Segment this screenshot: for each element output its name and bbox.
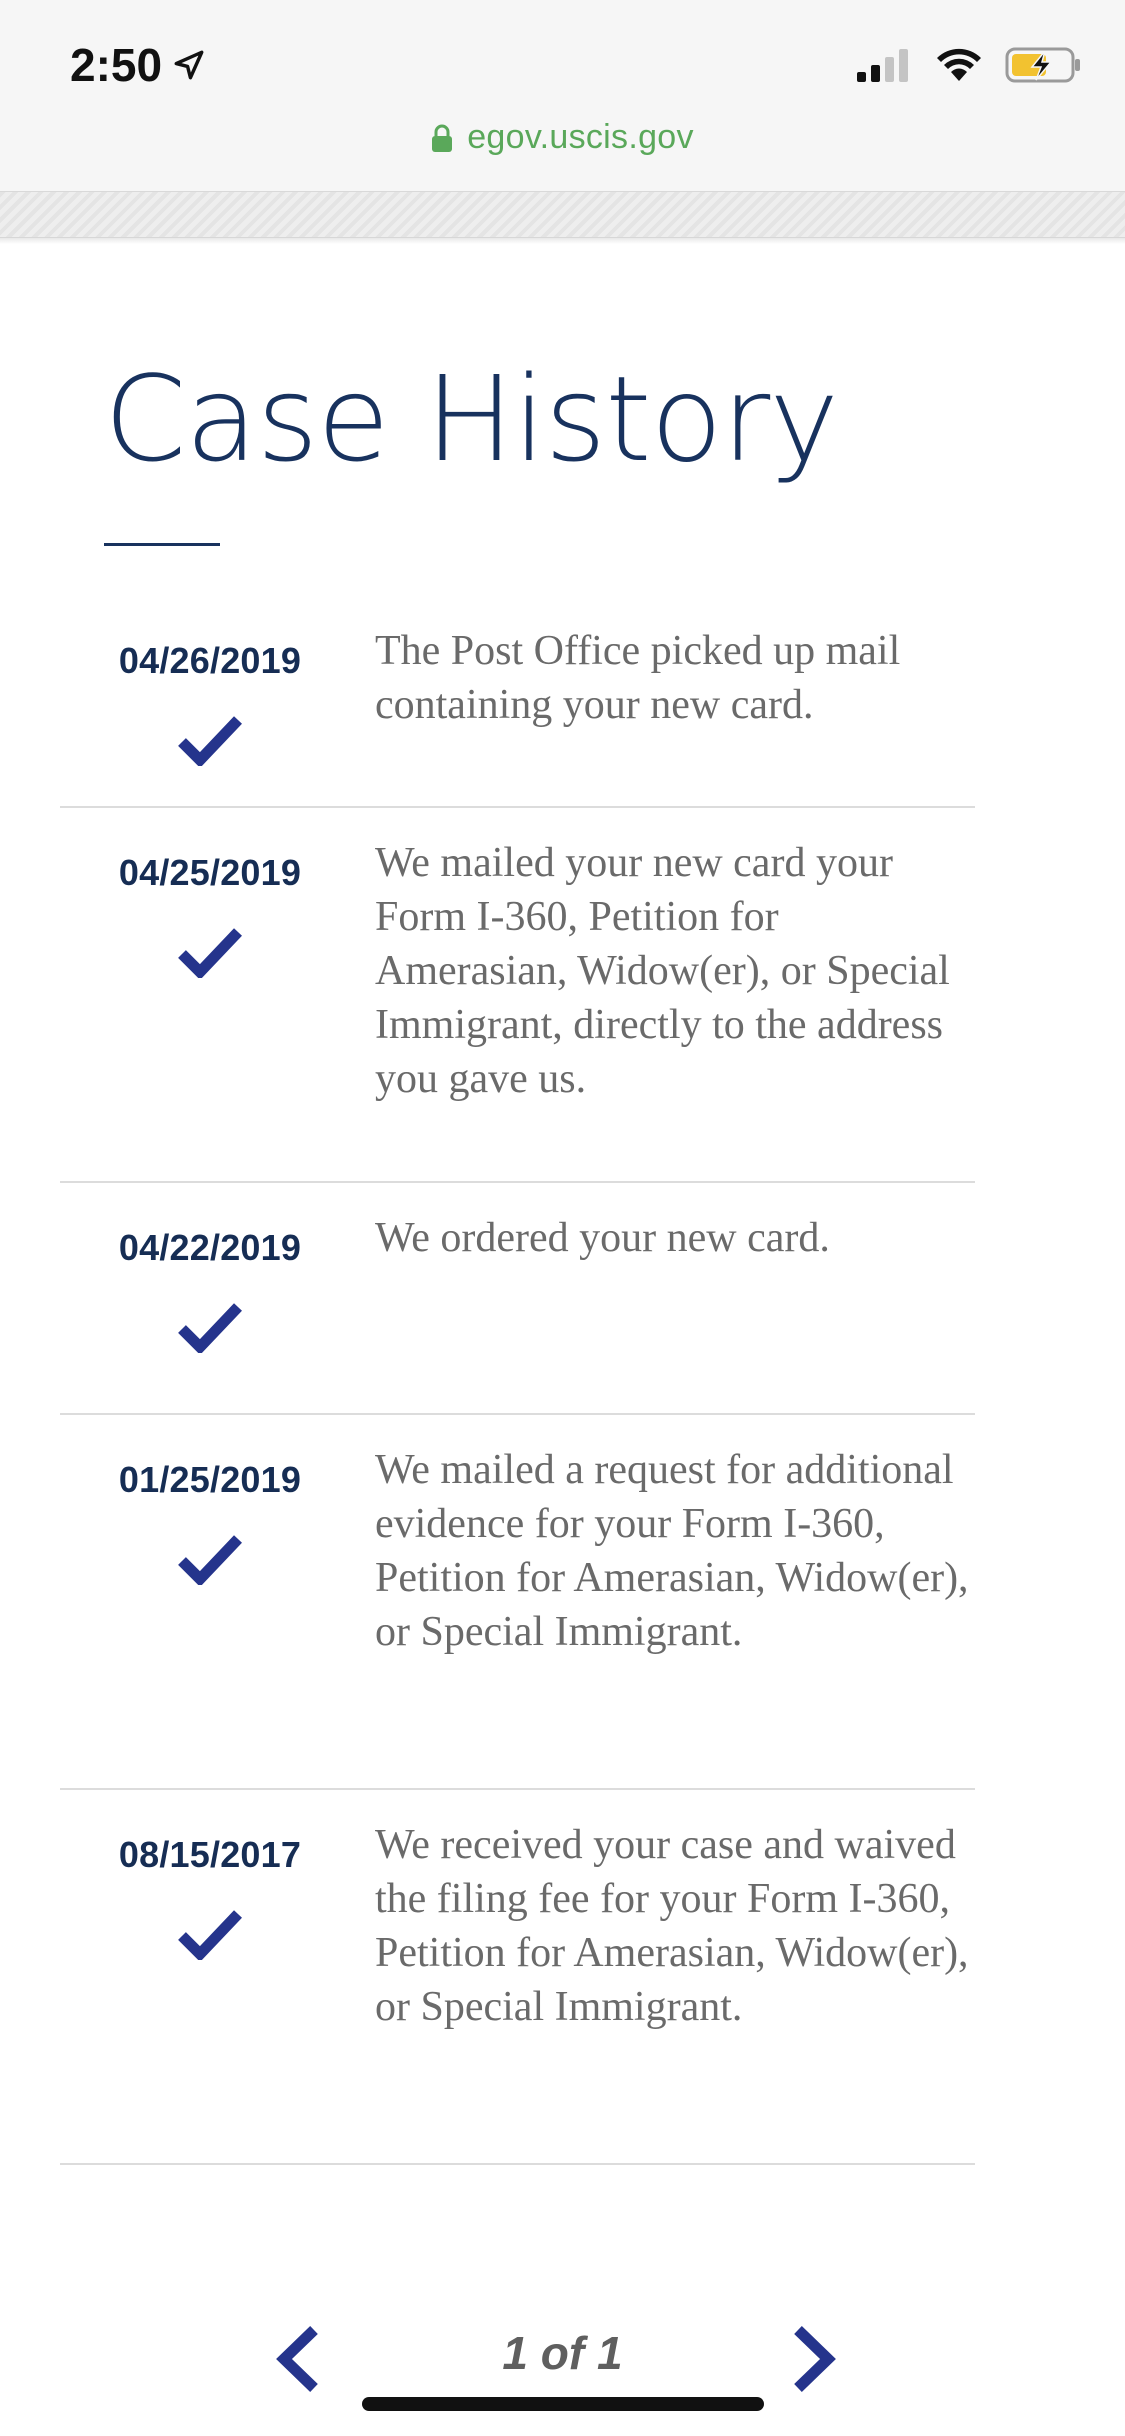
entry-description: We received your case and waived the filing fee for your Form I-360, Petition for Amerasian, Widow(er), or Special Immigrant. — [375, 1822, 969, 2030]
pagination — [0, 2310, 1125, 2400]
checkmark-icon — [178, 1531, 242, 1585]
entry-description: The Post Office picked up mail containing your new card. — [375, 628, 901, 728]
history-entry — [60, 1790, 975, 2165]
page-title: Case History — [104, 350, 839, 488]
battery-charging-icon — [1005, 46, 1083, 84]
checkmark-icon — [178, 1299, 242, 1353]
home-indicator[interactable] — [362, 2397, 764, 2411]
address-bar[interactable] — [0, 118, 1125, 157]
entry-description: We mailed a request for additional evidence for your Form I-360, Petition for Amerasian, Widow(er), or Special Immigrant. — [375, 1447, 969, 1655]
checkmark-icon — [178, 924, 242, 978]
cellular-signal-icon — [857, 48, 913, 82]
entry-date: 04/22/2019 — [118, 1227, 302, 1268]
stripe-shadow — [0, 238, 1125, 244]
checkmark-icon — [178, 712, 242, 766]
history-entry — [60, 1183, 975, 1415]
case-history-list — [60, 596, 975, 2165]
page-header-stripe — [0, 192, 1125, 238]
status-time-text: 2:50 — [70, 39, 163, 91]
entry-description: We ordered your new card. — [375, 1215, 830, 1261]
entry-date: 04/26/2019 — [118, 640, 302, 681]
url-text: egov.uscis.gov — [467, 118, 694, 156]
wifi-icon — [935, 47, 983, 83]
status-time — [70, 38, 206, 92]
location-arrow-icon — [172, 48, 206, 82]
title-underline — [104, 543, 220, 546]
chevron-right-icon[interactable] — [788, 2324, 840, 2394]
entry-description: We mailed your new card your Form I-360, Petition for Amerasian, Widow(er), or Special Immigrant, directly to the address you gave us. — [375, 840, 950, 1102]
entry-date: 01/25/2019 — [118, 1459, 302, 1500]
pagination-label: 1 of 1 — [502, 2327, 623, 2379]
browser-chrome — [0, 0, 1125, 192]
history-entry — [60, 808, 975, 1183]
history-entry — [60, 596, 975, 808]
entry-date: 04/25/2019 — [118, 852, 302, 893]
entry-date: 08/15/2017 — [118, 1834, 302, 1875]
lock-icon — [431, 123, 453, 153]
checkmark-icon — [178, 1906, 242, 1960]
status-icons — [857, 46, 1083, 84]
history-entry — [60, 1415, 975, 1790]
